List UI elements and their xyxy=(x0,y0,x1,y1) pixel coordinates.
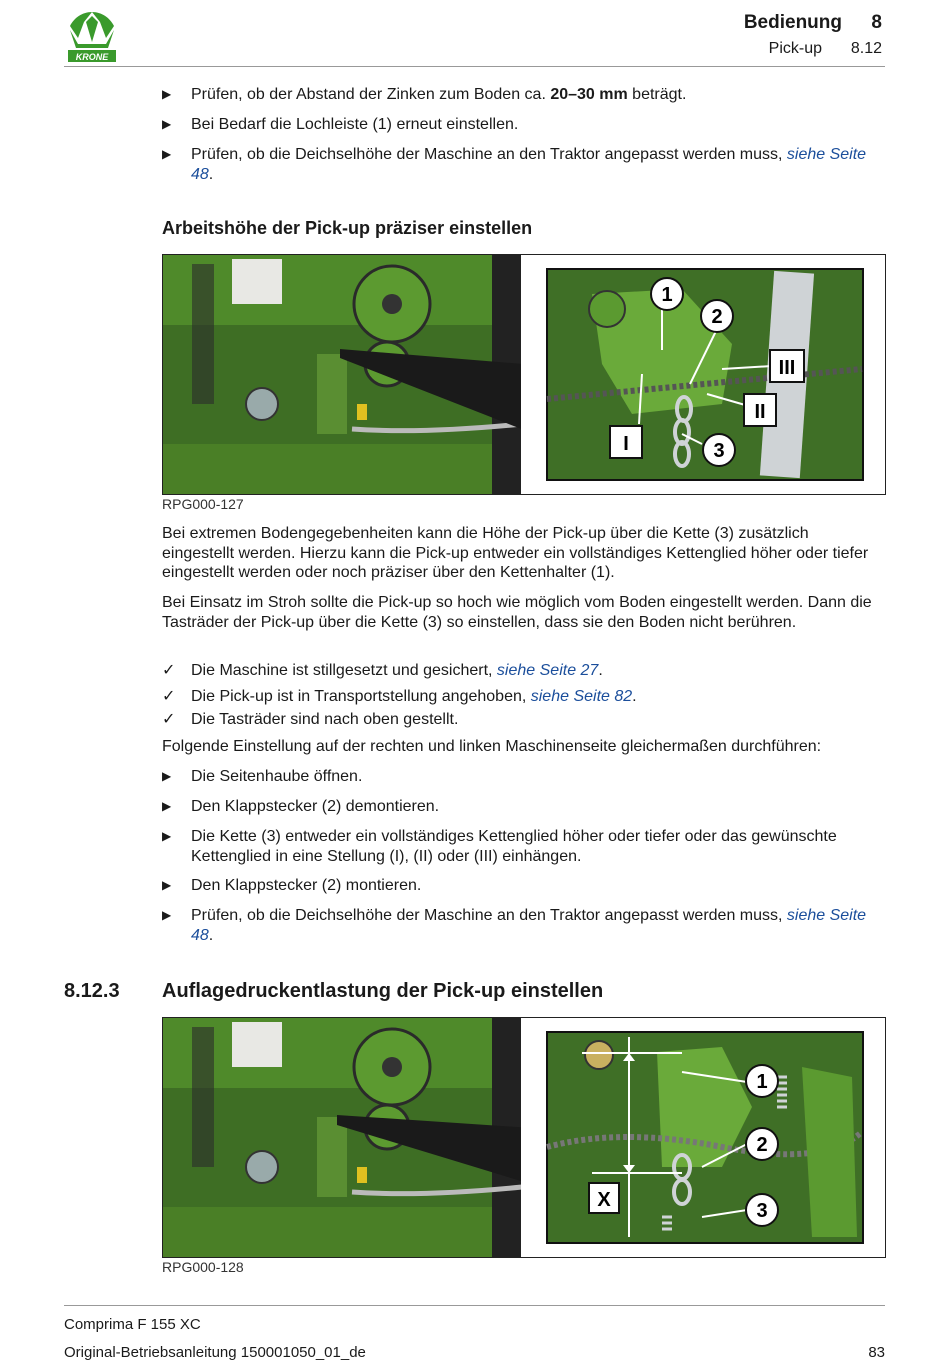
step-item: ▶ Den Klappstecker (2) montieren. xyxy=(162,877,422,894)
step-item: ▶ Den Klappstecker (2) demontieren. xyxy=(162,798,440,815)
svg-text:III: III xyxy=(778,357,796,379)
callout-2 xyxy=(746,1128,778,1160)
svg-text:1: 1 xyxy=(756,1071,768,1093)
chapter-number: 8 xyxy=(871,12,882,33)
callout-3 xyxy=(703,434,735,466)
section-number: 8.12.3 xyxy=(64,980,120,1002)
precondition-item: ✓ Die Tasträder sind nach oben gestellt. xyxy=(162,711,459,728)
callout-2 xyxy=(701,300,733,332)
krone-logo xyxy=(64,8,120,64)
triangle-bullet-icon: ▶ xyxy=(162,147,172,161)
precondition-item: ✓ Die Maschine ist stillgesetzt und gesichert, siehe Seite 27. xyxy=(162,662,603,679)
instruction-intro: Folgende Einstellung auf der rechten und linken Maschinenseite gleichermaßen durchführen: xyxy=(162,738,822,755)
svg-text:3: 3 xyxy=(756,1200,768,1222)
svg-text:1: 1 xyxy=(661,284,673,306)
callout-II xyxy=(744,394,776,426)
triangle-bullet-icon: ▶ xyxy=(162,87,172,101)
callout-1 xyxy=(651,278,683,310)
section-title: Auflagedruckentlastung der Pick-up einstellen xyxy=(162,980,604,1002)
chapter-title: Bedienung xyxy=(743,12,842,33)
svg-text:2: 2 xyxy=(711,306,723,328)
svg-text:3: 3 xyxy=(713,440,725,462)
svg-text:II: II xyxy=(754,401,766,423)
paragraph: Bei extremen Bodengegebenheiten kann die Höhe der Pick-up über die Kette (3) zusätzlich eingestellt werden. Hierzu kann die Pick-up entweder ein vollständiges Kettenglied höher oder tiefer eingestellt werden oder noch präziser über den Kettenhalter (1). xyxy=(162,525,869,581)
step-item: ▶ Die Seitenhaube öffnen. xyxy=(162,768,363,785)
callout-I xyxy=(610,426,642,458)
figure-caption: RPG000-128 xyxy=(162,1259,244,1275)
footer-model: Comprima F 155 XC xyxy=(64,1316,201,1333)
step-item: ▶ Prüfen, ob die Deichselhöhe der Maschine an den Traktor angepasst werden muss, siehe Seite 48. xyxy=(162,907,867,944)
callout-III xyxy=(770,350,804,382)
svg-text:I: I xyxy=(623,433,629,455)
chapter-header xyxy=(582,12,882,34)
list-item: ▶ Prüfen, ob der Abstand der Zinken zum Boden ca. 20–30 mm beträgt. xyxy=(162,86,687,103)
page-link[interactable]: siehe Seite 82 xyxy=(530,688,633,705)
page-link[interactable]: siehe Seite 48 xyxy=(191,907,867,944)
triangle-bullet-icon: ▶ xyxy=(162,878,172,892)
section-number: 8.12 xyxy=(850,40,882,57)
svg-text:2: 2 xyxy=(756,1134,768,1156)
callout-X xyxy=(589,1183,619,1213)
footer-manual: Original-Betriebsanleitung 150001050_01_de xyxy=(64,1344,366,1361)
svg-text:X: X xyxy=(597,1189,611,1211)
triangle-bullet-icon: ▶ xyxy=(162,117,172,131)
figure-chain-holder xyxy=(162,254,886,495)
page-link[interactable]: siehe Seite 27 xyxy=(496,662,599,679)
step-item: ▶ Die Kette (3) entweder ein vollständiges Kettenglied höher oder tiefer oder das gewünschte Kettenglied in eine Stellung (I), (II) oder (III) einhängen. xyxy=(162,828,837,865)
precondition-item: ✓ Die Pick-up ist in Transportstellung angehoben, siehe Seite 82. xyxy=(162,688,637,705)
page-number: 83 xyxy=(868,1344,885,1361)
callout-3 xyxy=(746,1194,778,1226)
figure-caption: RPG000-127 xyxy=(162,496,244,512)
footer-rule xyxy=(64,1305,885,1306)
list-item: ▶ Bei Bedarf die Lochleiste (1) erneut einstellen. xyxy=(162,116,519,133)
header-rule xyxy=(64,66,885,67)
list-item: ▶ Prüfen, ob die Deichselhöhe der Maschine an den Traktor angepasst werden muss, siehe Seite 48. xyxy=(162,146,867,183)
section-header xyxy=(582,40,882,58)
section-title: Pick-up xyxy=(768,40,822,57)
paragraph: Bei Einsatz im Stroh sollte die Pick-up so hoch wie möglich vom Boden eingestellt werden. Dann die Tasträder der Pick-up über die Kette (3) so einstellen, dass sie den Boden nicht berühren. xyxy=(162,594,872,631)
check-icon: ✓ xyxy=(162,662,176,679)
triangle-bullet-icon: ▶ xyxy=(162,799,172,813)
triangle-bullet-icon: ▶ xyxy=(162,769,172,783)
svg-text:KRONE: KRONE xyxy=(75,52,109,62)
callout-1 xyxy=(746,1065,778,1097)
check-icon: ✓ xyxy=(162,711,176,728)
figure-load-relief xyxy=(162,1017,886,1258)
triangle-bullet-icon: ▶ xyxy=(162,829,172,843)
page-link[interactable]: siehe Seite 48 xyxy=(191,146,867,183)
subheading: Arbeitshöhe der Pick-up präziser einstellen xyxy=(162,218,533,238)
check-icon: ✓ xyxy=(162,688,176,705)
triangle-bullet-icon: ▶ xyxy=(162,908,172,922)
